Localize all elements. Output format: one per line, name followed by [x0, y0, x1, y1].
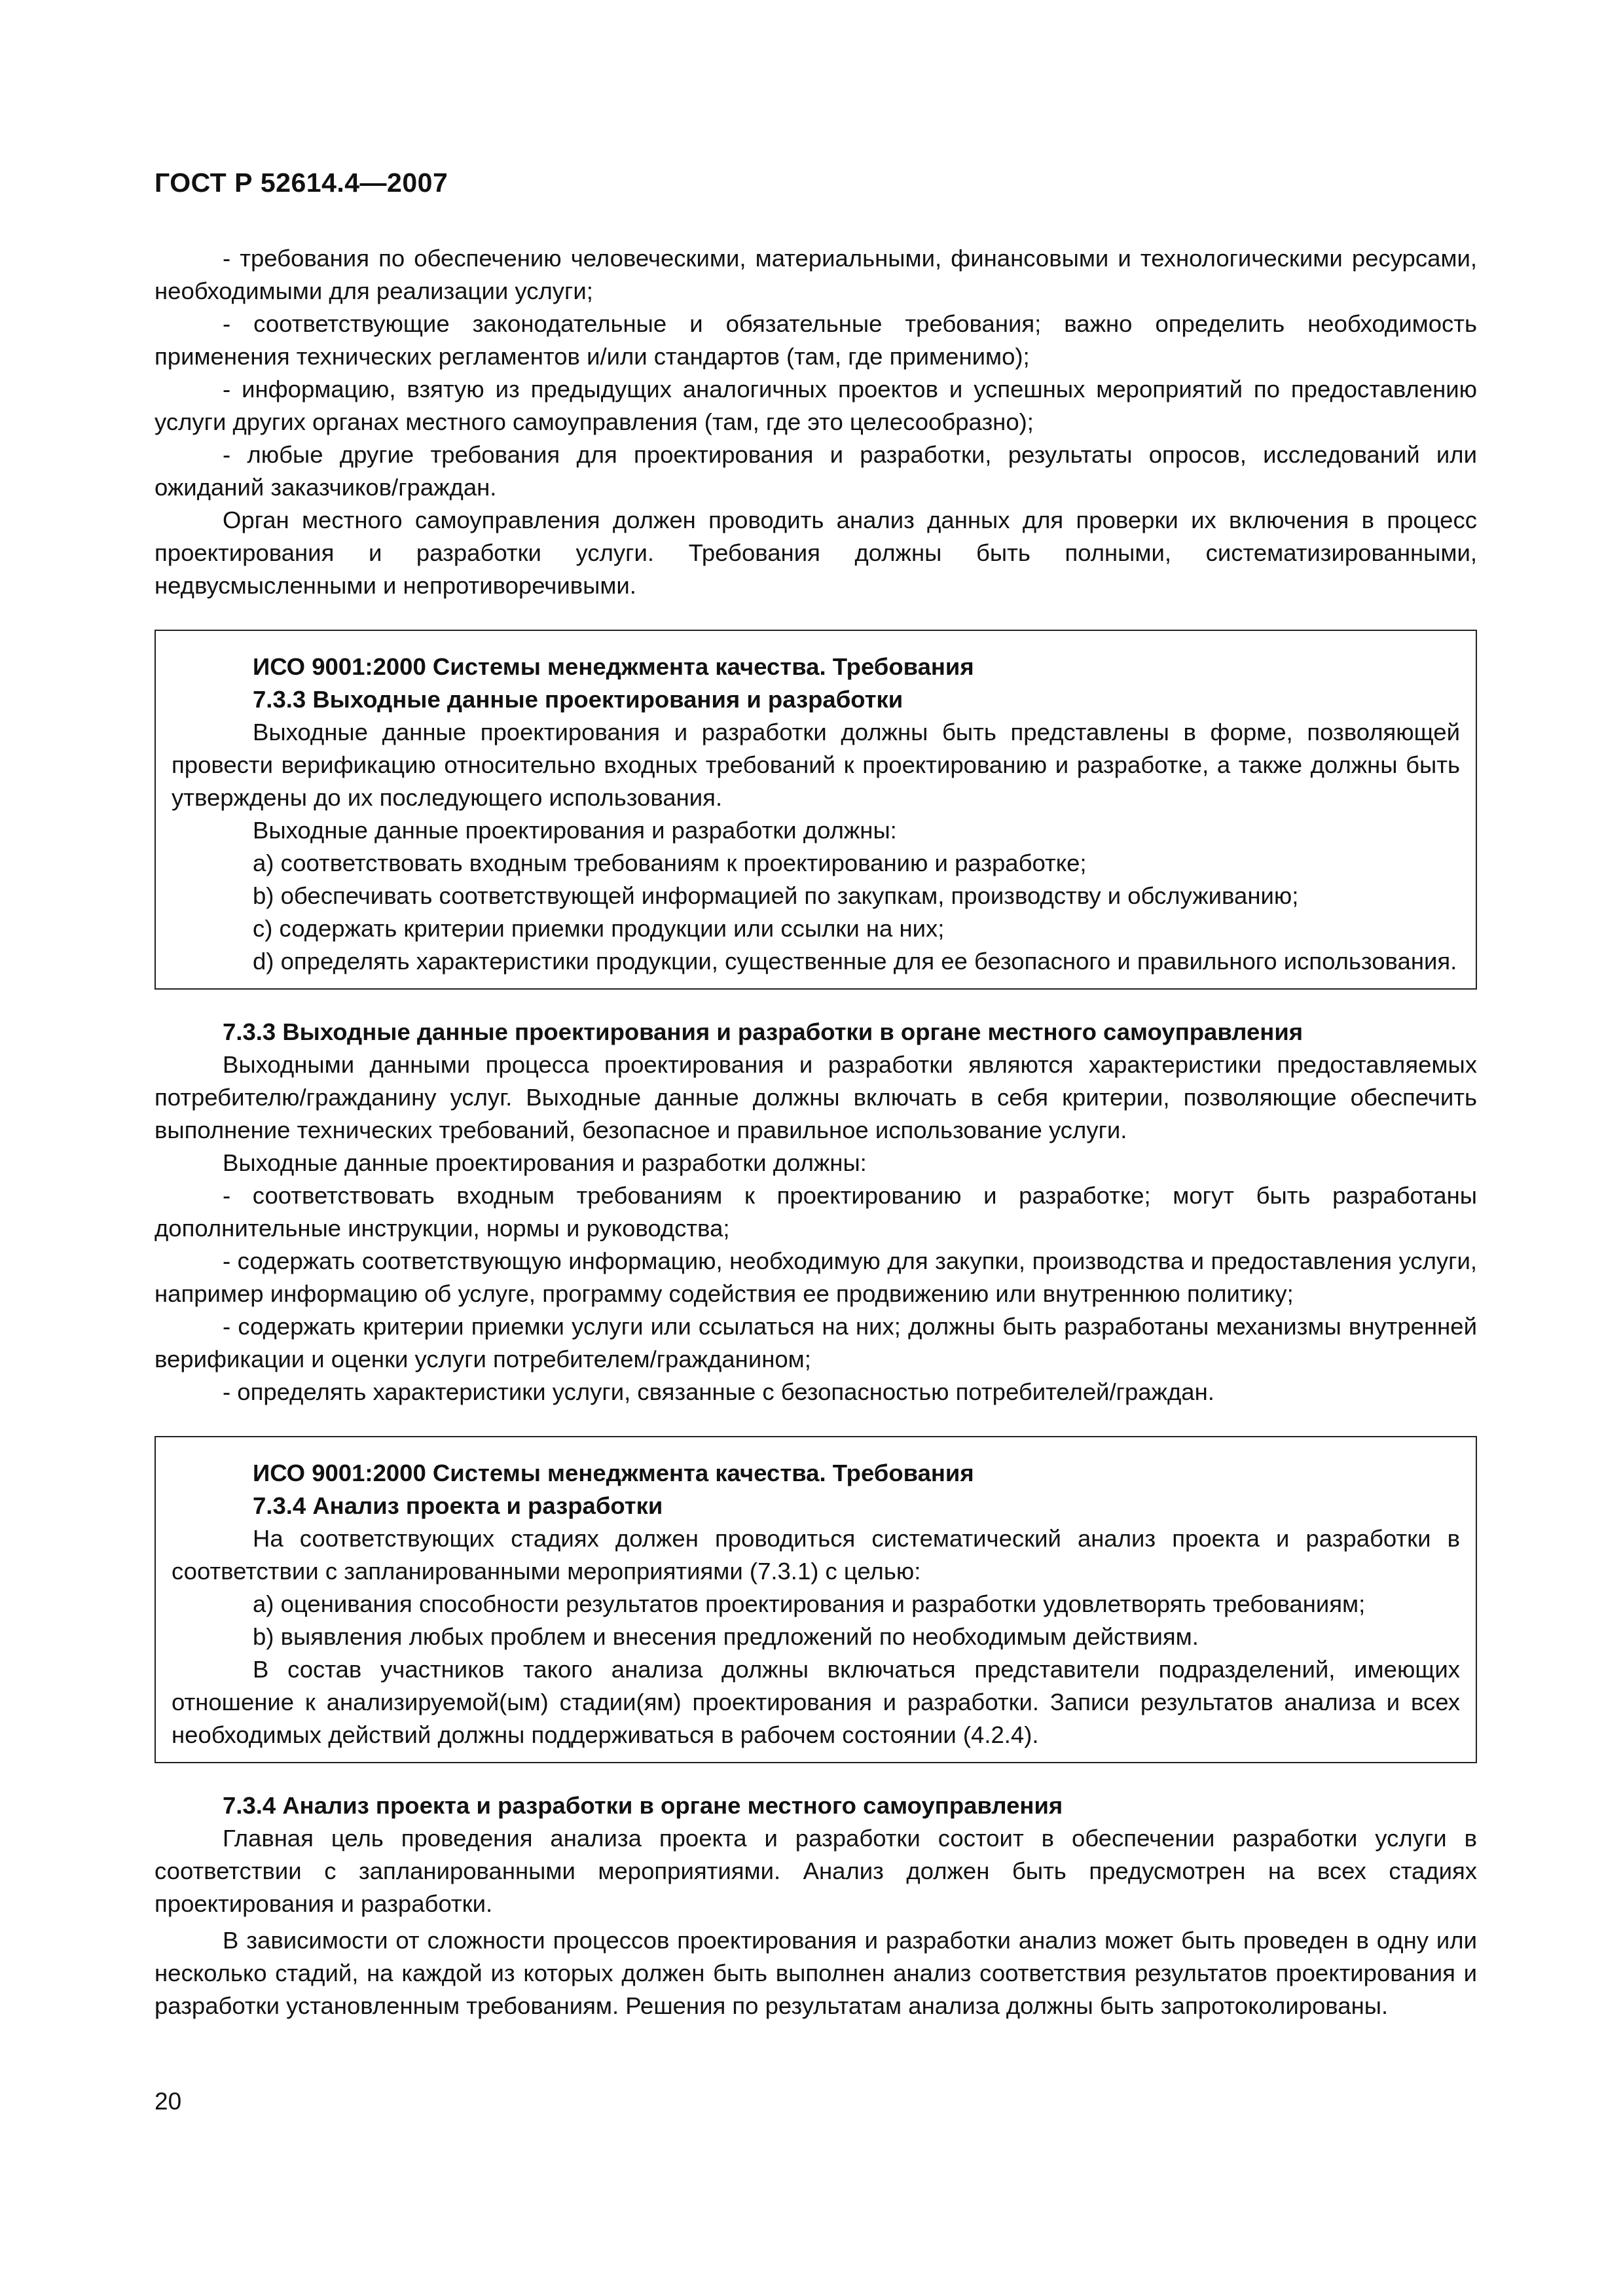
iso-box-paragraph: На соответствующих стадиях должен проводиться систематический анализ проекта и разработки в соответствии с запланированными мероприятиями (7.3.1) с целью: [172, 1525, 1460, 1585]
section-heading-733: 7.3.3 Выходные данные проектирования и разработки в органе местного самоуправления [223, 1018, 1304, 1045]
intro-paragraph: Орган местного самоуправления должен проводить анализ данных для проверки их включения в процесс проектирования и разработки услуги. Требования должны быть полными, систематизированными, недвусмысленными и непротиворечивыми. [155, 507, 1477, 599]
section-paragraph: В зависимости от сложности процессов проектирования и разработки анализ может быть проведен в одну или несколько стадий, на каждой из которых должен быть выполнен анализ соответствия результатов проектирования и разработки установленным требованиям. Решения по результатам анализа должны быть запротоколированы. [155, 1927, 1477, 2019]
requirement-item: - информацию, взятую из предыдущих аналогичных проектов и успешных мероприятий по предоставлению услуги других органах местного самоуправления (там, где это целесообразно); [155, 376, 1477, 435]
section-list-item: - содержать соответствующую информацию, необходимую для закупки, производства и предоставления услуги, например информацию об услуге, программу содействия ее продвижению или внутреннюю политику; [155, 1247, 1477, 1307]
iso-box-subtitle: 7.3.4 Анализ проекта и разработки [253, 1492, 663, 1519]
iso-box-subtitle: 7.3.3 Выходные данные проектирования и разработки [253, 686, 903, 713]
document-code-header: ГОСТ Р 52614.4—2007 [155, 168, 448, 198]
iso-box-list-item: c) содержать критерии приемки продукции или ссылки на них; [253, 915, 945, 942]
iso-box-list-item: d) определять характеристики продукции, существенные для ее безопасного и правильного использования. [253, 948, 1457, 975]
requirement-item: - любые другие требования для проектирования и разработки, результаты опросов, исследований или ожиданий заказчиков/граждан. [155, 441, 1477, 501]
iso-box-list-item: b) выявления любых проблем и внесения предложений по необходимым действиям. [253, 1623, 1199, 1650]
requirement-item: - требования по обеспечению человеческими, материальными, финансовыми и технологическими ресурсами, необходимыми для реализации услуги; [155, 245, 1477, 304]
iso-box-list-item: a) оценивания способности результатов проектирования и разработки удовлетворять требованиям; [253, 1590, 1366, 1617]
iso-box-list-item: b) обеспечивать соответствующей информацией по закупкам, производству и обслуживанию; [253, 882, 1299, 909]
page-content [155, 242, 1477, 2022]
iso-box-paragraph: Выходные данные проектирования и разработки должны: [253, 817, 897, 844]
iso-box-list-item: a) соответствовать входным требованиям к проектированию и разработке; [253, 850, 1087, 876]
iso-box-paragraph: В состав участников такого анализа должны включаться представители подразделений, имеющих отношение к анализируемой(ым) стадии(ям) проектирования и разработки. Записи результатов анализа и всех необходимых действий должны поддерживаться в рабочем состоянии (4.2.4). [172, 1656, 1460, 1748]
iso-box-paragraph: Выходные данные проектирования и разработки должны быть представлены в форме, позволяющей провести верификацию относительно входных требований к проектированию и разработке, а также должны быть утверждены до их последующего использования. [172, 719, 1460, 811]
requirement-item: - соответствующие законодательные и обязательные требования; важно определить необходимость применения технических регламентов и/или стандартов (там, где применимо); [155, 310, 1477, 370]
iso-quote-box-734 [155, 1436, 1477, 1763]
iso-box-title: ИСО 9001:2000 Системы менеджмента качества. Требования [253, 1460, 974, 1486]
section-list-item: - соответствовать входным требованиям к проектированию и разработке; могут быть разработаны дополнительные инструкции, нормы и руководства; [155, 1182, 1477, 1242]
iso-quote-box-733 [155, 630, 1477, 990]
section-list-item: - определять характеристики услуги, связанные с безопасностью потребителей/граждан. [223, 1378, 1214, 1405]
section-paragraph: Выходными данными процесса проектирования и разработки являются характеристики предоставляемых потребителю/гражданину услуг. Выходные данные должны включать в себя критерии, позволяющие обеспечить выполнение технических требований, безопасное и правильное использование услуги. [155, 1051, 1477, 1143]
section-paragraph: Выходные данные проектирования и разработки должны: [223, 1149, 867, 1176]
section-paragraph: Главная цель проведения анализа проекта и разработки состоит в обеспечении разработки услуги в соответствии с запланированными мероприятиями. Анализ должен быть предусмотрен на всех стадиях проектирования и разработки. [155, 1825, 1477, 1917]
section-heading-734: 7.3.4 Анализ проекта и разработки в органе местного самоуправления [223, 1792, 1063, 1819]
section-list-item: - содержать критерии приемки услуги или ссылаться на них; должны быть разработаны механизмы внутренней верификации и оценки услуги потребителем/гражданином; [155, 1313, 1477, 1372]
iso-box-title: ИСО 9001:2000 Системы менеджмента качества. Требования [253, 653, 974, 680]
page-number: 20 [155, 2088, 182, 2115]
